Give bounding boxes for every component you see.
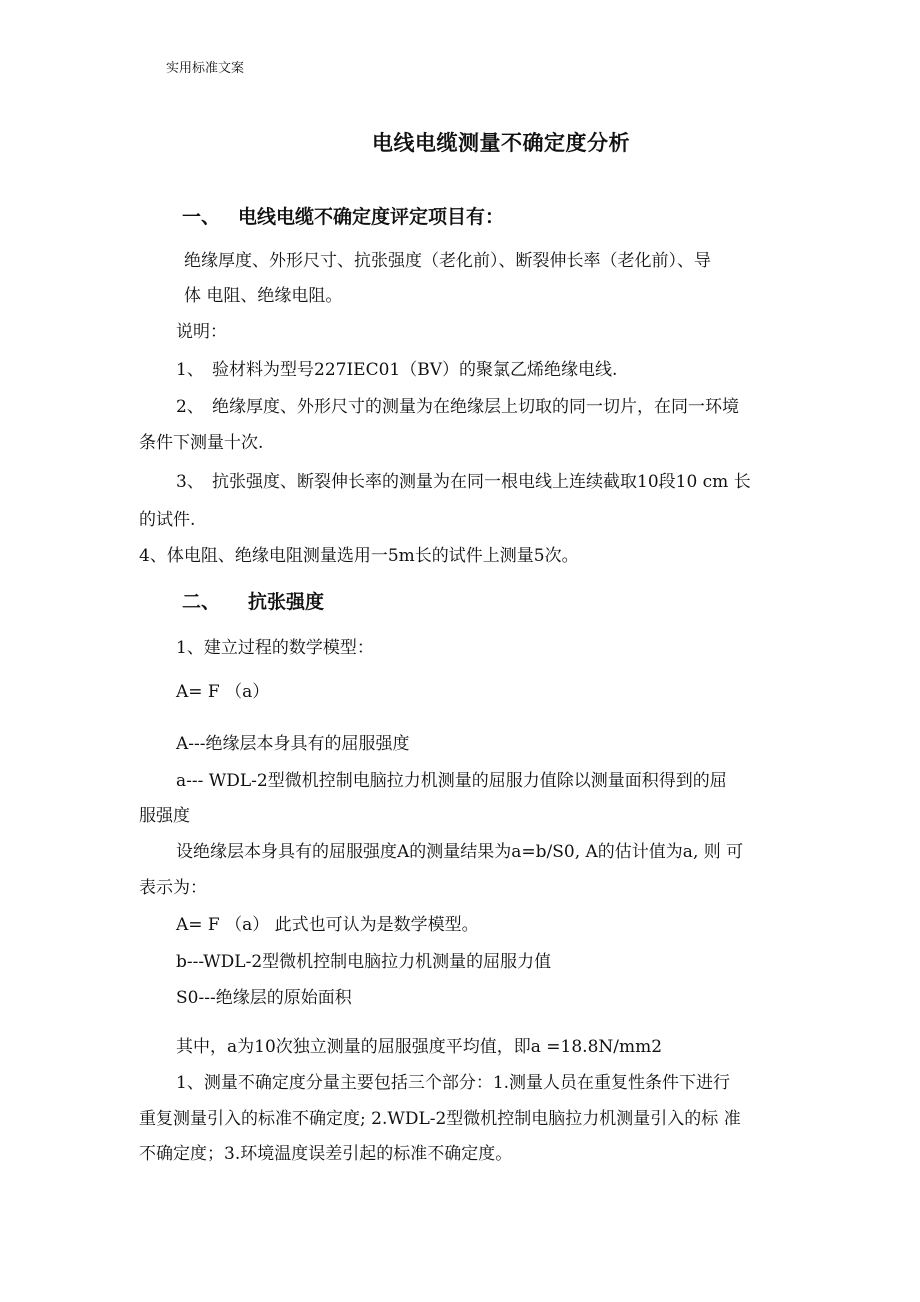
- formula-1: A= F （a）: [176, 682, 270, 702]
- definition-b: b---WDL-2型微机控制电脑拉力机测量的屈服力值: [176, 952, 552, 972]
- note-1: [176, 359, 617, 381]
- note-3-line-2: 的试件.: [139, 510, 196, 530]
- paragraph-3-line-2: 重复测量引入的标准不确定度; 2.WDL-2型微机控制电脑拉力机测量引入的标 准: [139, 1109, 741, 1129]
- header-label: 实用标准文案: [166, 61, 245, 76]
- note-2-number: 2、: [176, 397, 204, 417]
- definition-a-line-2: 服强度: [139, 806, 190, 826]
- note-3-line-1: [176, 471, 751, 493]
- paragraph-3-line-1: 1、测量不确定度分量主要包括三个部分：1.测量人员在重复性条件下进行: [176, 1073, 731, 1093]
- note-3-text: 抗张强度、断裂伸长率的测量为在同一根电线上连续截取10段10 cm 长: [212, 472, 751, 492]
- section1-heading-text: 电线电缆不确定度评定项目有：: [238, 206, 505, 228]
- section2-number: 二、: [182, 591, 221, 613]
- paragraph-3-line-3: 不确定度；3.环境温度误差引起的标准不确定度。: [139, 1144, 513, 1164]
- note-2-text: 绝缘厚度、外形尺寸的测量为在绝缘层上切取的同一切片，在同一环境: [212, 397, 739, 417]
- note-2-line-2: 条件下测量十次.: [139, 433, 264, 453]
- note-3-number: 3、: [176, 472, 204, 492]
- step-1: 1、建立过程的数学模型：: [176, 638, 374, 658]
- note-1-number: 1、: [176, 360, 204, 380]
- items-line-2: 体 电阻、绝缘电阻。: [184, 286, 343, 306]
- section1-heading: [182, 206, 504, 228]
- note-1-text: 验材料为型号227IEC01（BV）的聚氯乙烯绝缘电线.: [212, 360, 618, 380]
- items-line-1: 绝缘厚度、外形尺寸、抗张强度（老化前）、断裂伸长率（老化前）、导: [184, 251, 711, 271]
- note-2-line-1: [176, 396, 739, 418]
- definition-S0: S0---绝缘层的原始面积: [176, 988, 352, 1008]
- note-4: 4、体电阻、绝缘电阻测量选用一5m长的试件上测量5次。: [139, 546, 579, 566]
- definition-a-line-1: a--- WDL-2型微机控制电脑拉力机测量的屈服力值除以测量面积得到的屈: [176, 771, 727, 791]
- note-label: 说明：: [176, 322, 227, 342]
- section1-number: 一、: [182, 206, 221, 228]
- paragraph-1-line-2: 表示为：: [139, 878, 207, 898]
- section2-heading-text: 抗张强度: [248, 591, 325, 613]
- section2-heading: [182, 591, 324, 613]
- paragraph-1-line-1: 设绝缘层本身具有的屈服强度A的测量结果为a=b/S0, A的估计值为a, 则 可: [176, 842, 744, 862]
- document-title: 电线电缆测量不确定度分析: [372, 130, 630, 155]
- formula-2: A= F （a） 此式也可认为是数学模型。: [176, 915, 479, 935]
- definition-A: A---绝缘层本身具有的屈服强度: [176, 734, 410, 754]
- paragraph-2: 其中，a为10次独立测量的屈服强度平均值，即a =18.8N/mm2: [176, 1037, 663, 1057]
